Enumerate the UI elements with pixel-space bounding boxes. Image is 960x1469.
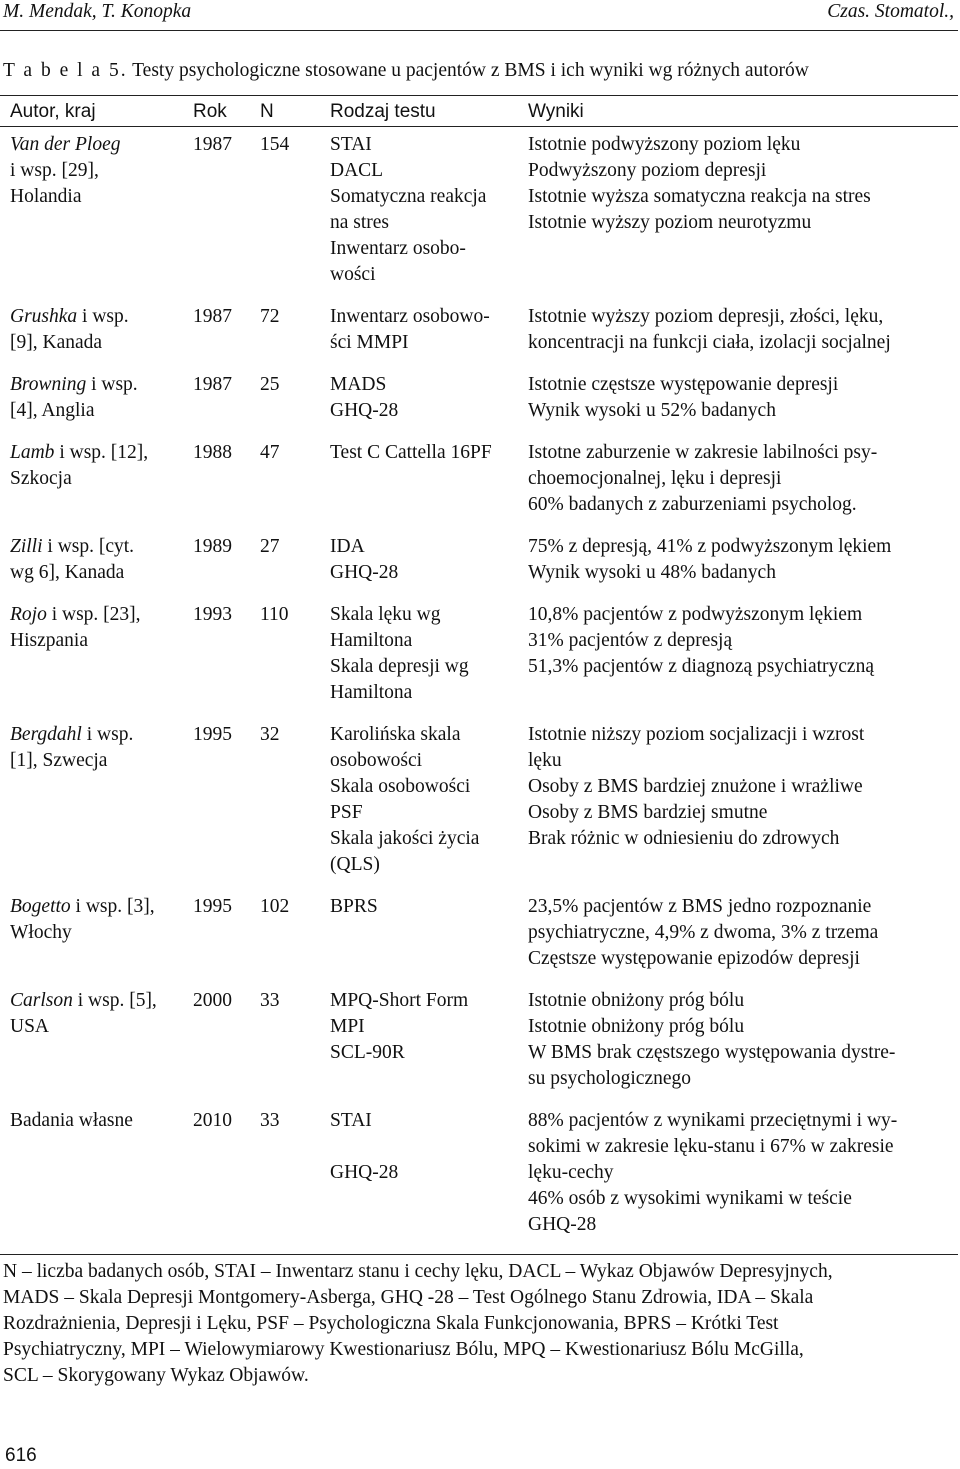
author-name: Lamb <box>10 442 55 463</box>
test-line: Inwentarz osobo- <box>330 238 466 259</box>
cell-n: 110 <box>260 604 289 625</box>
result-line: 75% z depresją, 41% z podwyższonym lękiem <box>528 536 892 557</box>
result-line: 88% pacjentów z wynikami przeciętnymi i wy- <box>528 1110 898 1131</box>
result-line: sokimi w zakresie lęku-stanu i 67% w zakresie <box>528 1136 894 1157</box>
cell-test <box>330 602 528 722</box>
author-detail: Hiszpania <box>10 630 88 651</box>
header-rule <box>0 30 958 31</box>
author-line <box>10 1014 193 1040</box>
cell-n: 102 <box>260 896 290 917</box>
test-line: osobowości <box>330 750 423 771</box>
test-line: Skala jakości życia <box>330 828 480 849</box>
table-caption <box>3 58 809 84</box>
author-name: Bergdahl <box>10 724 82 745</box>
result-line: GHQ-28 <box>528 1214 597 1235</box>
running-header-authors: M. Mendak, T. Konopka <box>3 1 192 22</box>
cell-author <box>0 304 193 372</box>
result-line: psychiatryczne, 4,9% z dwoma, 3% z trzema <box>528 922 879 943</box>
result-line: Istotnie częstsze występowanie depresji <box>528 374 839 395</box>
test-line: GHQ-28 <box>330 1162 399 1183</box>
result-line: 46% osób z wysokimi wynikami w teście <box>528 1188 852 1209</box>
cell-test <box>330 440 528 534</box>
result-line: 23,5% pacjentów z BMS jedno rozpoznanie <box>528 896 872 917</box>
table-row <box>0 722 958 894</box>
result-line: Istotnie wyższy poziom depresji, złości, lęku, <box>528 306 884 327</box>
test-line: Test C Cattella 16PF <box>330 442 492 463</box>
cell-author <box>0 440 193 534</box>
test-line: STAI <box>330 134 372 155</box>
test-line: MPQ-Short Form <box>330 990 469 1011</box>
table-row <box>0 602 958 722</box>
cell-results <box>528 722 958 894</box>
author-detail: [1], Szwecja <box>10 750 108 771</box>
result-line: Osoby z BMS bardziej znużone i wrażliwe <box>528 776 863 797</box>
author-detail: i wsp. [5], <box>72 990 157 1011</box>
author-line <box>10 398 193 424</box>
author-line <box>10 330 193 356</box>
author-detail: USA <box>10 1016 50 1037</box>
table-row <box>0 534 958 602</box>
author-name: Rojo <box>10 604 47 625</box>
author-name: Zilli <box>10 536 43 557</box>
test-line <box>330 1134 528 1160</box>
author-line <box>10 560 193 586</box>
table-row <box>0 304 958 372</box>
cell-author <box>0 372 193 440</box>
cell-year: 2010 <box>193 1110 232 1131</box>
test-line: Skala osobowości <box>330 776 471 797</box>
author-line <box>10 748 193 774</box>
author-line <box>10 158 193 184</box>
result-line: 60% badanych z zaburzeniami psycholog. <box>528 494 857 515</box>
cell-author <box>0 988 193 1108</box>
author-detail: i wsp. <box>77 306 129 327</box>
test-line: ści MMPI <box>330 332 409 353</box>
cell-results <box>528 602 958 722</box>
cell-test <box>330 1108 528 1238</box>
result-line: Osoby z BMS bardziej smutne <box>528 802 768 823</box>
table-column-headers <box>0 99 958 125</box>
author-detail: i wsp. [cyt. <box>42 536 135 557</box>
footnote-line: MADS – Skala Depresji Montgomery-Asberga, GHQ -28 – Test Ogólnego Stanu Zdrowia, IDA – Skala <box>3 1287 814 1308</box>
result-line: su psychologicznego <box>528 1068 692 1089</box>
cell-results <box>528 988 958 1108</box>
result-line: Wynik wysoki u 52% badanych <box>528 400 776 421</box>
cell-author <box>0 894 193 988</box>
cell-test <box>330 988 528 1108</box>
author-line <box>10 1108 193 1134</box>
author-line <box>10 722 193 748</box>
test-line: Skala depresji wg <box>330 656 469 677</box>
test-line: DACL <box>330 160 384 181</box>
result-line: lęku <box>528 750 562 771</box>
test-line: Hamiltona <box>330 682 413 703</box>
test-line: SCL-90R <box>330 1042 405 1063</box>
author-line <box>10 466 193 492</box>
test-line: PSF <box>330 802 363 823</box>
author-detail: Szkocja <box>10 468 72 489</box>
cell-results <box>528 440 958 534</box>
author-line <box>10 372 193 398</box>
table-row <box>0 894 958 988</box>
cell-year: 1987 <box>193 134 232 155</box>
result-line: Częstsze występowanie epizodów depresji <box>528 948 860 969</box>
cell-test <box>330 894 528 988</box>
result-line: Istotnie niższy poziom socjalizacji i wzrost <box>528 724 865 745</box>
test-line: Hamiltona <box>330 630 413 651</box>
author-detail: Włochy <box>10 922 72 943</box>
result-line: Istotnie obniżony próg bólu <box>528 1016 745 1037</box>
running-header-journal: Czas. Stomatol., <box>827 1 954 22</box>
table-caption-label: T a b e l a 5. <box>3 60 128 81</box>
result-line: Brak różnic w odniesieniu do zdrowych <box>528 828 840 849</box>
author-line <box>10 920 193 946</box>
cell-author <box>0 602 193 722</box>
cell-test <box>330 372 528 440</box>
cell-test <box>330 132 528 304</box>
author-detail: [9], Kanada <box>10 332 103 353</box>
footnote-line: Rozdrażnienia, Depresji i Lęku, PSF – Psychologiczna Skala Funkcjonowania, BPRS – Krótki Test <box>3 1313 779 1334</box>
table-row <box>0 372 958 440</box>
test-line: wości <box>330 264 376 285</box>
author-detail: i wsp. <box>81 724 134 745</box>
author-detail: Holandia <box>10 186 82 207</box>
test-line: GHQ-28 <box>330 562 399 583</box>
author-name: Carlson <box>10 990 73 1011</box>
cell-results <box>528 132 958 304</box>
author-detail: i wsp. [29], <box>10 160 99 181</box>
table-bottom-rule <box>0 1254 958 1255</box>
author-detail: wg 6], Kanada <box>10 562 125 583</box>
footnote-line: N – liczba badanych osób, STAI – Inwentarz stanu i cechy lęku, DACL – Wykaz Objawów Depresyjnych, <box>3 1261 833 1282</box>
column-header-year: Rok <box>193 101 227 122</box>
test-line: Skala lęku wg <box>330 604 441 625</box>
cell-author <box>0 722 193 894</box>
test-line: Somatyczna reakcja <box>330 186 487 207</box>
results-table <box>0 132 958 1238</box>
column-header-results: Wyniki <box>528 101 584 122</box>
table-row <box>0 1108 958 1238</box>
cell-results <box>528 894 958 988</box>
result-line: lęku-cechy <box>528 1162 614 1183</box>
result-line: koncentracji na funkcji ciała, izolacji socjalnej <box>528 332 891 353</box>
test-line: STAI <box>330 1110 372 1131</box>
test-line: Inwentarz osobowo- <box>330 306 490 327</box>
cell-author <box>0 1108 193 1238</box>
cell-results <box>528 534 958 602</box>
table-row <box>0 132 958 304</box>
test-line: MADS <box>330 374 387 395</box>
author-name: Van der Ploeg <box>10 134 121 155</box>
author-name: Bogetto <box>10 896 71 917</box>
result-line: 31% pacjentów z depresją <box>528 630 733 651</box>
cell-year: 1987 <box>193 374 232 395</box>
author-line <box>10 894 193 920</box>
column-header-test: Rodzaj testu <box>330 101 436 122</box>
footnote-line: Psychiatryczny, MPI – Wielowymiarowy Kwestionariusz Bólu, MPQ – Kwestionariusz Bólu McGilla, <box>3 1339 804 1360</box>
author-line <box>10 602 193 628</box>
cell-test <box>330 722 528 894</box>
table-header-rule <box>0 126 958 127</box>
author-detail: i wsp. [23], <box>46 604 141 625</box>
page-number: 616 <box>5 1445 37 1466</box>
table-top-rule <box>0 95 958 96</box>
result-line: Istotnie obniżony próg bólu <box>528 990 745 1011</box>
cell-results <box>528 372 958 440</box>
column-header-n: N <box>260 101 274 122</box>
author-line <box>10 534 193 560</box>
author-line <box>10 988 193 1014</box>
test-line: GHQ-28 <box>330 400 399 421</box>
cell-year: 2000 <box>193 990 232 1011</box>
result-line: Istotne zaburzenie w zakresie labilności psy- <box>528 442 878 463</box>
table-caption-text: Testy psychologiczne stosowane u pacjentów z BMS i ich wyniki wg różnych autorów <box>132 60 809 81</box>
column-header-author: Autor, kraj <box>10 101 96 122</box>
cell-year: 1989 <box>193 536 232 557</box>
cell-n: 32 <box>260 724 280 745</box>
author-detail: i wsp. [3], <box>70 896 155 917</box>
cell-year: 1988 <box>193 442 232 463</box>
result-line: Istotnie podwyższony poziom lęku <box>528 134 801 155</box>
author-detail: i wsp. <box>86 374 138 395</box>
result-line: W BMS brak częstszego występowania dystre- <box>528 1042 896 1063</box>
test-line: MPI <box>330 1016 365 1037</box>
result-line: Wynik wysoki u 48% badanych <box>528 562 776 583</box>
cell-author <box>0 534 193 602</box>
cell-results <box>528 304 958 372</box>
author-line <box>10 184 193 210</box>
test-line: IDA <box>330 536 365 557</box>
cell-n: 33 <box>260 1110 280 1131</box>
test-line: Karolińska skala <box>330 724 461 745</box>
test-line: na stres <box>330 212 390 233</box>
author-line <box>10 440 193 466</box>
cell-year: 1995 <box>193 896 232 917</box>
result-line: Istotnie wyższy poziom neurotyzmu <box>528 212 812 233</box>
cell-n: 154 <box>260 134 290 155</box>
cell-author <box>0 132 193 304</box>
cell-year: 1995 <box>193 724 232 745</box>
author-detail: [4], Anglia <box>10 400 95 421</box>
result-line: Podwyższony poziom depresji <box>528 160 767 181</box>
author-name: Browning <box>10 374 87 395</box>
author-detail: Badania własne <box>10 1110 133 1131</box>
cell-year: 1993 <box>193 604 232 625</box>
cell-year: 1987 <box>193 306 232 327</box>
cell-test <box>330 304 528 372</box>
results-table-body <box>0 132 958 1238</box>
cell-n: 27 <box>260 536 280 557</box>
author-line <box>10 304 193 330</box>
test-line: (QLS) <box>330 854 380 875</box>
author-line <box>10 628 193 654</box>
author-detail: i wsp. [12], <box>54 442 149 463</box>
result-line: choemocjonalnej, lęku i depresji <box>528 468 782 489</box>
cell-n: 25 <box>260 374 280 395</box>
cell-results <box>528 1108 958 1238</box>
footnote-line: SCL – Skorygowany Wykaz Objawów. <box>3 1365 309 1386</box>
result-line: 51,3% pacjentów z diagnozą psychiatryczną <box>528 656 874 677</box>
cell-n: 47 <box>260 442 280 463</box>
table-row <box>0 988 958 1108</box>
table-row <box>0 440 958 534</box>
cell-test <box>330 534 528 602</box>
result-line: 10,8% pacjentów z podwyższonym lękiem <box>528 604 863 625</box>
author-name: Grushka <box>10 306 78 327</box>
table-footnote <box>3 1259 953 1389</box>
test-line: BPRS <box>330 896 378 917</box>
author-line <box>10 132 193 158</box>
cell-n: 33 <box>260 990 280 1011</box>
cell-n: 72 <box>260 306 280 327</box>
result-line: Istotnie wyższa somatyczna reakcja na stres <box>528 186 871 207</box>
